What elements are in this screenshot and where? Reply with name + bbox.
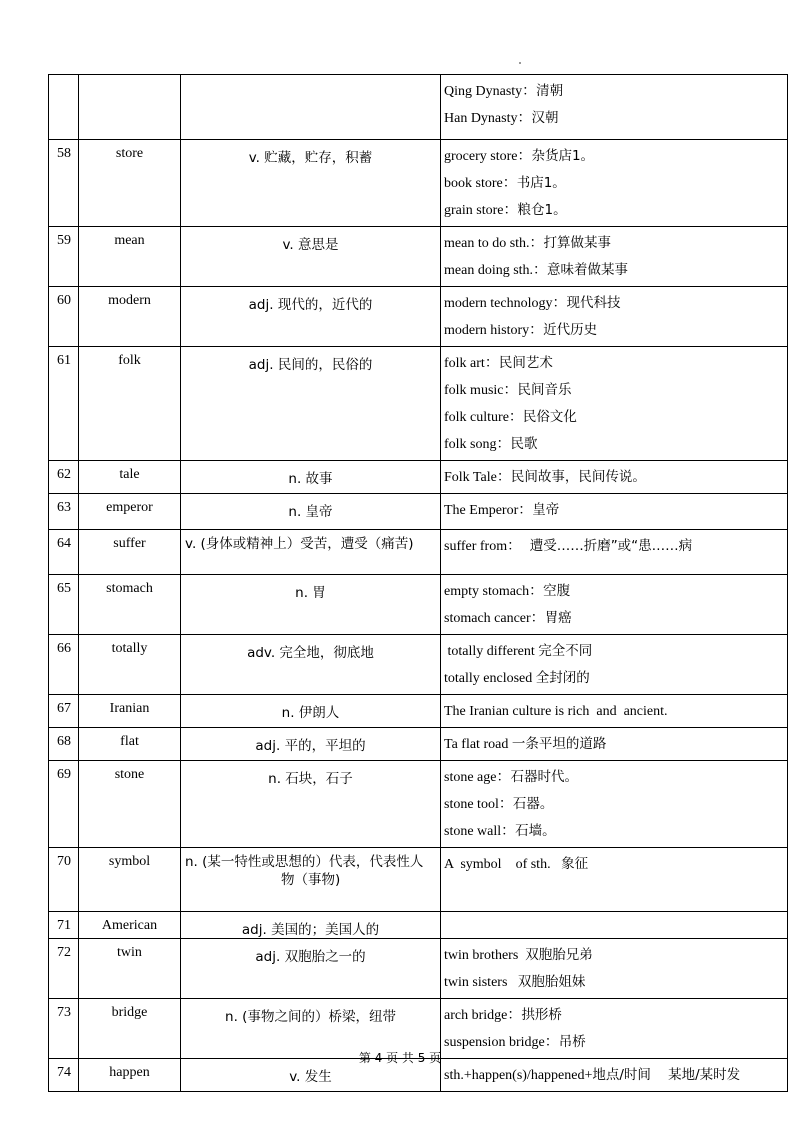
example-chinese: 打算做某事	[543, 235, 612, 251]
meaning-text: adj. 双胞胎之一的	[255, 949, 366, 965]
entry-examples	[441, 635, 788, 695]
table-row	[49, 575, 788, 635]
entry-word: symbol	[79, 848, 181, 912]
entry-meaning	[181, 635, 441, 695]
example-line	[444, 533, 787, 560]
example-english: totally enclosed	[444, 671, 536, 686]
entry-examples	[441, 461, 788, 494]
table-row	[49, 530, 788, 575]
entry-number: 66	[49, 635, 79, 695]
entry-number: 68	[49, 728, 79, 761]
entry-examples	[441, 347, 788, 461]
example-chinese: 清朝	[536, 83, 564, 99]
entry-number: 70	[49, 848, 79, 912]
table-row	[49, 939, 788, 999]
meaning-text: n. (某一特性或思想的）代表，代表性人	[185, 854, 424, 870]
entry-meaning	[181, 939, 441, 999]
entry-examples	[441, 848, 788, 912]
table-row	[49, 695, 788, 728]
example-english: The Emperor：	[444, 503, 533, 518]
entry-examples	[441, 912, 788, 939]
example-english: modern history：	[444, 323, 544, 338]
table-row	[49, 635, 788, 695]
table-row	[49, 347, 788, 461]
meaning-text: adj. 民间的，民俗的	[248, 357, 373, 373]
entry-examples	[441, 939, 788, 999]
example-line	[444, 665, 787, 692]
example-line	[444, 1002, 787, 1029]
entry-examples	[441, 494, 788, 530]
entry-word: stone	[79, 761, 181, 848]
entry-examples	[441, 140, 788, 227]
scan-speck	[519, 62, 521, 64]
meaning-text: v. 意思是	[282, 237, 339, 253]
example-line	[444, 731, 787, 758]
example-chinese: 空腹	[543, 583, 571, 599]
meaning-text: n. 皇帝	[288, 504, 333, 520]
meaning-text: adj. 美国的；美国人的	[241, 922, 380, 938]
example-chinese: 象征	[561, 856, 589, 872]
example-line	[444, 78, 787, 105]
entry-meaning	[181, 530, 441, 575]
example-english: A symbol of sth.	[444, 857, 562, 872]
example-english: totally different	[444, 644, 539, 659]
example-chinese: 书店1。	[516, 175, 566, 191]
example-english: The Iranian culture is rich and ancient.	[444, 704, 668, 719]
example-english: folk music：	[444, 383, 518, 398]
entry-meaning	[181, 75, 441, 140]
table-row	[49, 461, 788, 494]
example-line	[444, 464, 787, 491]
entry-word: flat	[79, 728, 181, 761]
example-line	[444, 578, 787, 605]
vocabulary-table	[48, 74, 788, 1092]
entry-word: tale	[79, 461, 181, 494]
meaning-text-continued: 物（事物)	[281, 872, 341, 888]
entry-examples	[441, 287, 788, 347]
entry-number: 64	[49, 530, 79, 575]
example-chinese: 吊桥	[558, 1034, 586, 1050]
example-line	[444, 605, 787, 632]
entry-word: folk	[79, 347, 181, 461]
entry-meaning	[181, 575, 441, 635]
example-line	[444, 290, 787, 317]
entry-word: mean	[79, 227, 181, 287]
entry-number	[49, 75, 79, 140]
example-english: suspension bridge：	[444, 1035, 559, 1050]
example-line	[444, 851, 787, 878]
example-line	[444, 350, 787, 377]
example-chinese: 地点/时间 某地/某时发	[592, 1067, 741, 1083]
example-english: stone tool：	[444, 797, 513, 812]
entry-examples	[441, 695, 788, 728]
example-chinese: 民间艺术	[498, 355, 553, 371]
entry-examples	[441, 75, 788, 140]
entry-word: happen	[79, 1059, 181, 1092]
example-line	[444, 698, 787, 725]
entry-meaning	[181, 695, 441, 728]
entry-number: 63	[49, 494, 79, 530]
example-line	[444, 377, 787, 404]
meaning-text: v. 贮藏，贮存，积蓄	[248, 150, 373, 166]
example-english: mean doing sth.：	[444, 263, 548, 278]
example-line	[444, 818, 787, 845]
entry-meaning	[181, 848, 441, 912]
example-line	[444, 404, 787, 431]
example-chinese: 现代科技	[566, 295, 621, 311]
entry-number: 73	[49, 999, 79, 1059]
example-chinese: 双胞胎兄弟	[525, 947, 593, 963]
entry-number: 61	[49, 347, 79, 461]
example-chinese: 一条平坦的道路	[511, 736, 607, 752]
meaning-text: adv. 完全地，彻底地	[247, 645, 374, 661]
entry-meaning	[181, 347, 441, 461]
entry-meaning	[181, 912, 441, 939]
example-english: sth.+happen(s)/happened+	[444, 1068, 593, 1083]
entry-examples	[441, 530, 788, 575]
meaning-text: n. 故事	[288, 471, 333, 487]
example-english: twin sisters	[444, 975, 518, 990]
example-chinese: 意味着做某事	[547, 262, 629, 278]
table-row	[49, 848, 788, 912]
meaning-text: n. (事物之间的）桥梁，纽带	[225, 1009, 396, 1025]
entry-meaning	[181, 461, 441, 494]
entry-number: 59	[49, 227, 79, 287]
entry-examples	[441, 761, 788, 848]
meaning-text: adj. 平的，平坦的	[255, 738, 366, 754]
table-row	[49, 728, 788, 761]
entry-number: 62	[49, 461, 79, 494]
example-english: Folk Tale：	[444, 470, 511, 485]
example-line	[444, 1062, 787, 1089]
entry-word: twin	[79, 939, 181, 999]
example-english: arch bridge：	[444, 1008, 522, 1023]
table-row	[49, 494, 788, 530]
entry-meaning	[181, 227, 441, 287]
example-line	[444, 638, 787, 665]
example-line	[444, 143, 787, 170]
entry-examples	[441, 728, 788, 761]
entry-word: stomach	[79, 575, 181, 635]
example-english: Han Dynasty：	[444, 111, 532, 126]
example-english: stone age：	[444, 770, 511, 785]
example-english: empty stomach：	[444, 584, 544, 599]
entry-examples	[441, 227, 788, 287]
entry-number: 72	[49, 939, 79, 999]
example-english: stomach cancer：	[444, 611, 545, 626]
example-english: twin brothers	[444, 948, 526, 963]
example-line	[444, 230, 787, 257]
example-chinese: 胃癌	[544, 610, 572, 626]
example-english: modern technology：	[444, 296, 567, 311]
entry-word: suffer	[79, 530, 181, 575]
example-chinese: 石器时代。	[510, 769, 578, 785]
entry-meaning	[181, 761, 441, 848]
example-line	[444, 497, 787, 524]
example-english: folk song：	[444, 437, 511, 452]
example-english: book store：	[444, 176, 517, 191]
entry-examples	[441, 575, 788, 635]
example-english: folk culture：	[444, 410, 523, 425]
example-chinese: 石墙。	[515, 823, 556, 839]
example-chinese: 拱形桥	[521, 1007, 562, 1023]
entry-meaning	[181, 287, 441, 347]
example-chinese: 石器。	[512, 796, 554, 812]
entry-word: American	[79, 912, 181, 939]
example-line	[444, 257, 787, 284]
meaning-text: adj. 现代的，近代的	[248, 297, 373, 313]
example-line	[444, 431, 787, 458]
example-chinese: 全封闭的	[535, 670, 590, 686]
example-chinese: 粮仓1。	[517, 202, 567, 218]
example-chinese: 民间音乐	[517, 382, 572, 398]
example-line	[444, 317, 787, 344]
entry-meaning	[181, 728, 441, 761]
example-chinese: 民歌	[510, 436, 538, 452]
example-english: grocery store：	[444, 149, 532, 164]
entry-number: 69	[49, 761, 79, 848]
entry-word: totally	[79, 635, 181, 695]
example-chinese: 皇帝	[532, 502, 560, 518]
example-line	[444, 197, 787, 224]
example-line	[444, 969, 787, 996]
vocabulary-table-body	[49, 75, 788, 1092]
meaning-text: v. 发生	[289, 1069, 332, 1085]
example-english: Ta flat road	[444, 737, 512, 752]
table-row	[49, 287, 788, 347]
example-chinese: 完全不同	[538, 643, 593, 659]
entry-word: store	[79, 140, 181, 227]
example-chinese: 双胞胎姐妹	[517, 974, 586, 990]
example-line	[444, 105, 787, 132]
example-chinese: 汉朝	[531, 110, 559, 126]
entry-word: emperor	[79, 494, 181, 530]
example-english: stone wall：	[444, 824, 516, 839]
entry-number: 74	[49, 1059, 79, 1092]
entry-word: modern	[79, 287, 181, 347]
example-line	[444, 170, 787, 197]
table-row	[49, 75, 788, 140]
entry-number: 67	[49, 695, 79, 728]
example-chinese: 遭受……折磨”或“患……病	[521, 538, 693, 554]
example-chinese: 杂货店1。	[531, 148, 595, 164]
example-chinese: 民俗文化	[522, 409, 577, 425]
meaning-text: n. 胃	[295, 585, 326, 601]
entry-meaning	[181, 494, 441, 530]
entry-word: bridge	[79, 999, 181, 1059]
entry-number: 58	[49, 140, 79, 227]
meaning-text: v. (身体或精神上）受苦，遭受（痛苦)	[185, 536, 414, 552]
example-english: grain store：	[444, 203, 518, 218]
example-chinese: 民间故事，民间传说。	[510, 469, 646, 485]
example-english: folk art：	[444, 356, 499, 371]
table-row	[49, 912, 788, 939]
example-chinese: 近代历史	[543, 322, 598, 338]
entry-word	[79, 75, 181, 140]
meaning-text: n. 伊朗人	[281, 705, 340, 721]
entry-number: 60	[49, 287, 79, 347]
entry-number: 71	[49, 912, 79, 939]
example-english: mean to do sth.：	[444, 236, 544, 251]
entry-meaning	[181, 140, 441, 227]
example-line	[444, 942, 787, 969]
table-row	[49, 761, 788, 848]
example-line	[444, 791, 787, 818]
meaning-text: n. 石块，石子	[268, 771, 353, 787]
example-english: Qing Dynasty：	[444, 84, 537, 99]
example-english: suffer from：	[444, 539, 522, 554]
page-footer: 第 4 页 共 5 页	[358, 1051, 442, 1065]
example-line	[444, 764, 787, 791]
table-row	[49, 140, 788, 227]
entry-number: 65	[49, 575, 79, 635]
entry-word: Iranian	[79, 695, 181, 728]
table-row	[49, 227, 788, 287]
